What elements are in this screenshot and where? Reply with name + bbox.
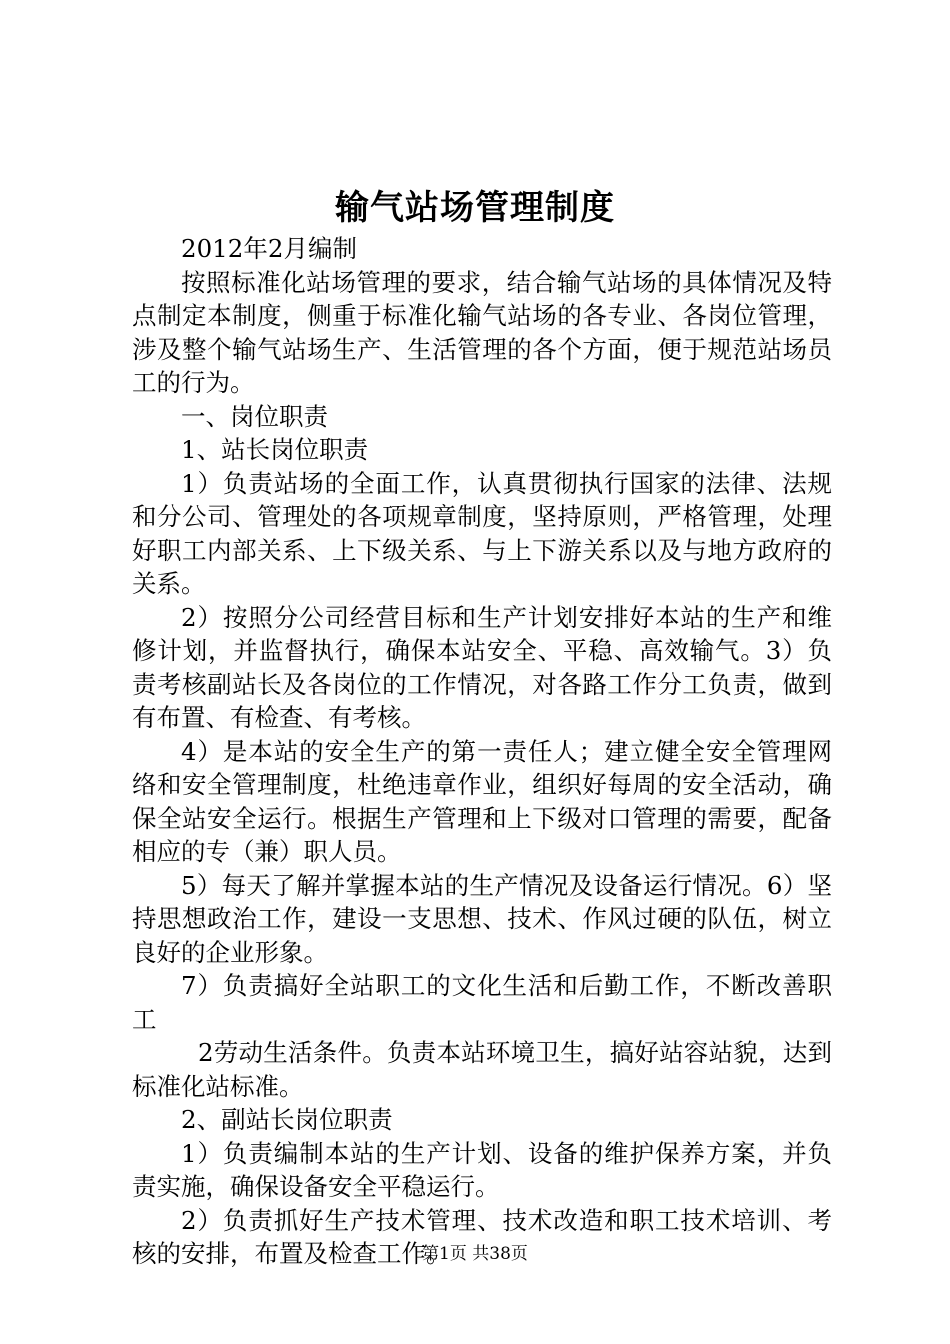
paragraph: 7）负责搞好全站职工的文化生活和后勤工作，不断改善职工	[132, 971, 832, 1034]
page-number: 第1页 共38页	[422, 1244, 528, 1264]
paragraph: 2）按照分公司经营目标和生产计划安排好本站的生产和维修计划，并监督执行，确保本站安全、平稳、高效输气。3）负责考核副站长及各岗位的工作情况，对各路工作分工负责，做到有布置、有检查、有考核。	[132, 602, 832, 732]
document-title: 输气站场管理制度	[335, 188, 615, 228]
paragraph: 2）负责抓好生产技术管理、技术改造和职工技术培训、考核的安排，布置及检查工作。	[132, 1205, 832, 1268]
subsection-heading: 2、副站长岗位职责	[181, 1105, 393, 1134]
date-line: 2012年2月编制	[181, 234, 357, 263]
paragraph: 5）每天了解并掌握本站的生产情况及设备运行情况。6）坚持思想政治工作，建设一支思想、技术、作风过硬的队伍，树立良好的企业形象。	[132, 870, 832, 967]
subsection-heading: 1、站长岗位职责	[181, 435, 369, 464]
document-body	[132, 232, 832, 1271]
paragraph: 2劳动生活条件。负责本站环境卫生，搞好站容站貌，达到标准化站标准。	[132, 1038, 832, 1101]
paragraph: 4）是本站的安全生产的第一责任人；建立健全安全管理网络和安全管理制度，杜绝违章作业，组织好每周的安全活动，确保全站安全运行。根据生产管理和上下级对口管理的需要，配备相应的专（兼）职人员。	[132, 736, 832, 866]
section-heading: 一、岗位职责	[181, 401, 328, 431]
paragraph: 1）负责编制本站的生产计划、设备的维护保养方案，并负责实施，确保设备安全平稳运行。	[132, 1138, 832, 1201]
intro-paragraph: 按照标准化站场管理的要求，结合输气站场的具体情况及特点制定本制度，侧重于标准化输气站场的各专业、各岗位管理，涉及整个输气站场生产、生活管理的各个方面，便于规范站场员工的行为。	[132, 267, 832, 397]
paragraph: 1）负责站场的全面工作，认真贯彻执行国家的法律、法规和分公司、管理处的各项规章制度，坚持原则，严格管理，处理好职工内部关系、上下级关系、与上下游关系以及与地方政府的关系。	[132, 468, 832, 598]
